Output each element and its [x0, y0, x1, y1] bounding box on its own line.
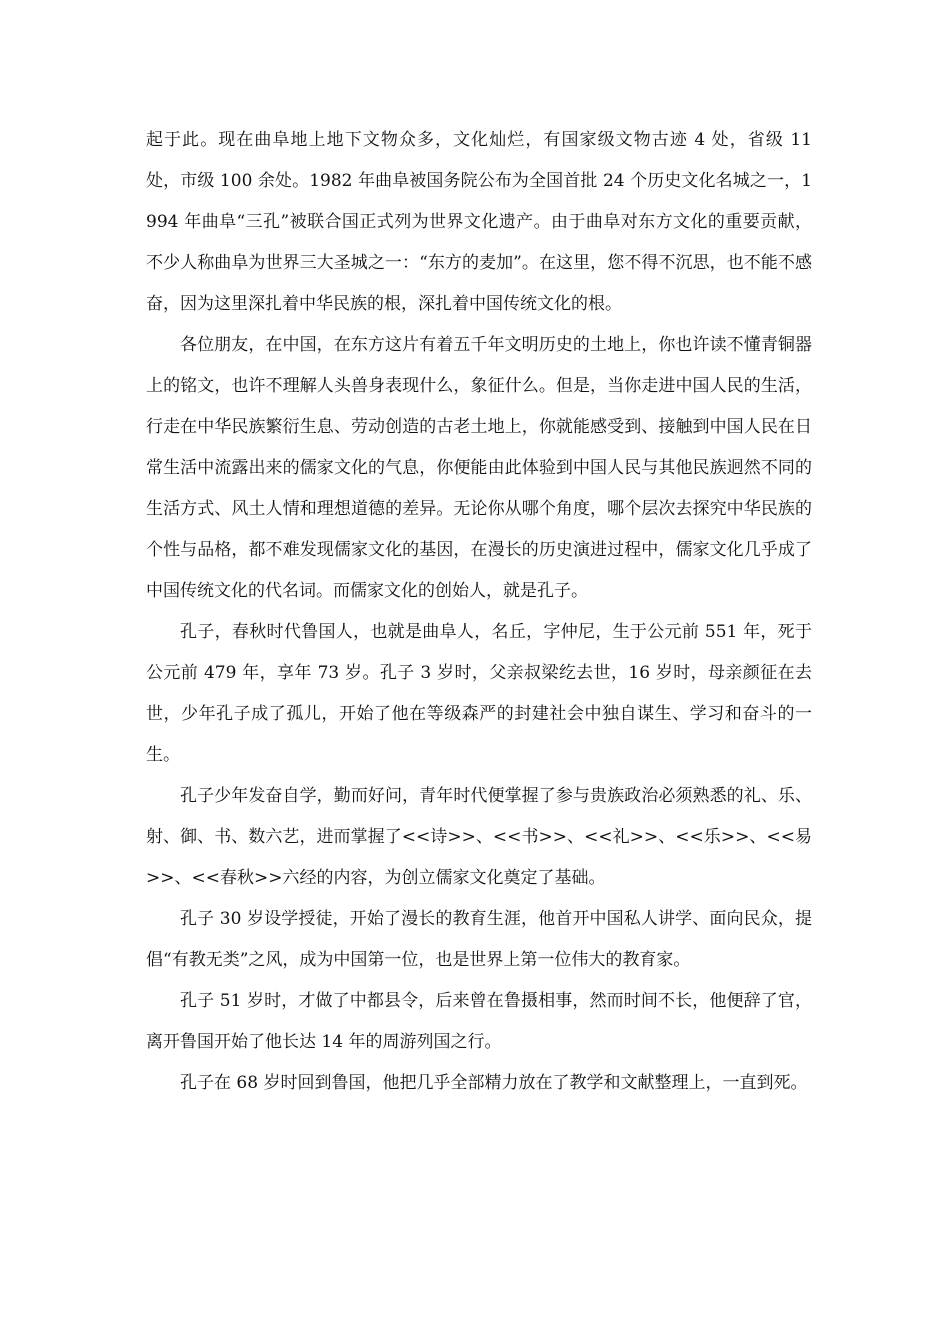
paragraph-7: 孔子在 68 岁时回到鲁国，他把几乎全部精力放在了教学和文献整理上，一直到死。: [180, 1073, 808, 1093]
paragraph-1: 起于此。现在曲阜地上地下文物众多，文化灿烂，有国家级文物古迹 4 处，省级 11 处，市级 100 余处。1982 年曲阜被国务院公布为全国首批 24 个历史文化名城之一，1994 年曲阜“三孔”被联合国正式列为世界文化遗产。由于曲阜对东方文化的重要贡献，不少人称曲阜为世界三大圣城之一：“东方的麦加”。在这里，您不得不沉思，也不能不感奋，因为这里深扎着中华民族的根，深扎着中国传统文化的根。: [146, 130, 812, 314]
paragraph-6: 孔子 51 岁时，才做了中都县令，后来曾在鲁摄相事，然而时间不长，他便辞了官，离开鲁国开始了他长达 14 年的周游列国之行。: [146, 991, 812, 1052]
paragraph-3: 孔子，春秋时代鲁国人，也就是曲阜人，名丘，字仲尼，生于公元前 551 年，死于公元前 479 年，享年 73 岁。孔子 3 岁时，父亲叔梁纥去世，16 岁时，母亲颜征在去世，少年孔子成了孤儿，开始了他在等级森严的封建社会中独自谋生、学习和奋斗的一生。: [146, 622, 812, 765]
paragraph-4: 孔子少年发奋自学，勤而好问，青年时代便掌握了参与贵族政治必须熟悉的礼、乐、射、御、书、数六艺，进而掌握了<<诗>>、<<书>>、<<礼>>、<<乐>>、<<易>>、<<春秋>>六经的内容，为创立儒家文化奠定了基础。: [146, 786, 812, 888]
document-body: [146, 120, 812, 1104]
paragraph-2: 各位朋友，在中国，在东方这片有着五千年文明历史的土地上，你也许读不懂青铜器上的铭文，也许不理解人头兽身表现什么，象征什么。但是，当你走进中国人民的生活，行走在中华民族繁衍生息、劳动创造的古老土地上，你就能感受到、接触到中国人民在日常生活中流露出来的儒家文化的气息，你便能由此体验到中国人民与其他民族迥然不同的生活方式、风土人情和理想道德的差异。无论你从哪个角度，哪个层次去探究中华民族的个性与品格，都不难发现儒家文化的基因，在漫长的历史演进过程中，儒家文化几乎成了中国传统文化的代名词。而儒家文化的创始人，就是孔子。: [146, 335, 812, 601]
paragraph-5: 孔子 30 岁设学授徒，开始了漫长的教育生涯，他首开中国私人讲学、面向民众，提倡“有教无类”之风，成为中国第一位，也是世界上第一位伟大的教育家。: [146, 909, 812, 970]
